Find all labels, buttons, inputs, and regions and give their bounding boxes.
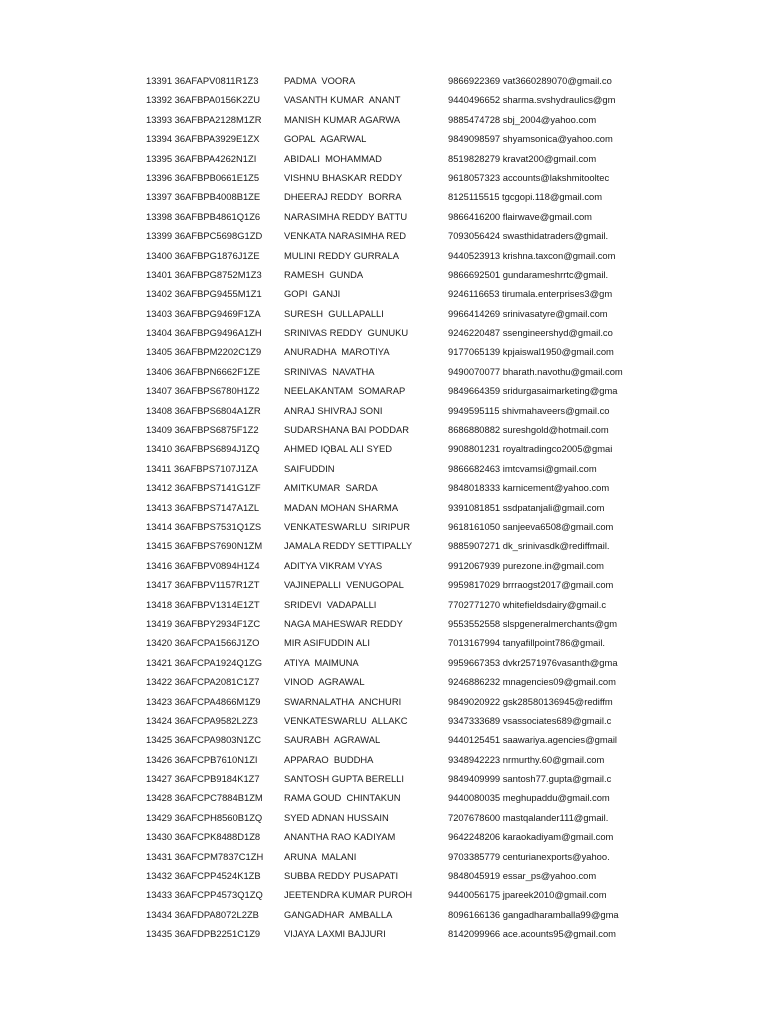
record-id-cell: 13412 36AFBPS7141G1ZF — [146, 482, 261, 494]
contact-cell: 9949595115 shivmahaveers@gmail.co — [448, 404, 610, 416]
contact-cell: 8142099966 ace.acounts95@gmail.com — [448, 928, 616, 940]
table-row — [0, 381, 768, 400]
table-row — [0, 284, 768, 303]
contact-cell: 9618161050 sanjeeva6508@gmail.com — [448, 520, 614, 532]
record-id-cell: 13433 36AFCPP4573Q1ZQ — [146, 889, 263, 901]
name-cell: VAJINEPALLI VENUGOPAL — [284, 579, 404, 591]
record-id-cell: 13414 36AFBPS7531Q1ZS — [146, 520, 262, 532]
contact-cell: 9348942223 nrmurthy.60@gmail.com — [448, 753, 605, 765]
contact-cell: 9440496652 sharma.svshydraulics@gm — [448, 94, 616, 106]
contact-cell: 9866416200 flairwave@gmail.com — [448, 210, 592, 222]
record-id-cell: 13430 36AFCPK8488D1Z8 — [146, 831, 261, 843]
table-row — [0, 168, 768, 187]
table-row — [0, 149, 768, 168]
contact-cell: 9885907271 dk_srinivasdk@rediffmail. — [448, 540, 610, 552]
record-id-cell: 13435 36AFDPB2251C1Z9 — [146, 928, 261, 940]
contact-cell: 9246116653 tirumala.enterprises3@gm — [448, 288, 613, 300]
table-row — [0, 226, 768, 245]
name-cell: SRIDEVI VADAPALLI — [284, 598, 377, 610]
table-row — [0, 788, 768, 807]
contact-cell: 9866692501 gundarameshrrtc@gmail. — [448, 268, 609, 280]
name-cell: SRINIVAS REDDY GUNUKU — [284, 327, 409, 339]
table-row — [0, 110, 768, 129]
contact-cell: 7013167994 tanyafillpoint786@gmail. — [448, 637, 606, 649]
contact-cell: 9848018333 karnicement@yahoo.com — [448, 482, 610, 494]
table-row — [0, 653, 768, 672]
contact-cell: 9440125451 saawariya.agencies@gmail — [448, 734, 618, 746]
table-row — [0, 401, 768, 420]
record-id-cell: 13420 36AFCPA1566J1ZO — [146, 637, 260, 649]
name-cell: ARUNA MALANI — [284, 850, 357, 862]
table-row — [0, 595, 768, 614]
table-row — [0, 342, 768, 361]
contact-cell: 8096166136 gangadharamballa99@gma — [448, 908, 619, 920]
contact-cell: 9849098597 shyamsonica@yahoo.com — [448, 133, 613, 145]
name-cell: GANGADHAR AMBALLA — [284, 908, 393, 920]
record-id-cell: 13424 36AFCPA9582L2Z3 — [146, 714, 258, 726]
contact-cell: 9912067939 purezone.in@gmail.com — [448, 559, 604, 571]
record-id-cell: 13393 36AFBPA2128M1ZR — [146, 113, 262, 125]
record-id-cell: 13434 36AFDPA8072L2ZB — [146, 908, 259, 920]
table-row — [0, 556, 768, 575]
record-id-cell: 13405 36AFBPM2202C1Z9 — [146, 346, 262, 358]
record-id-cell: 13413 36AFBPS7147A1ZL — [146, 501, 260, 513]
contact-cell: 9849409999 santosh77.gupta@gmail.c — [448, 773, 612, 785]
record-id-cell: 13415 36AFBPS7690N1ZM — [146, 540, 263, 552]
table-row — [0, 866, 768, 885]
table-row — [0, 808, 768, 827]
record-id-cell: 13408 36AFBPS6804A1ZR — [146, 404, 261, 416]
name-cell: VENKATESWARLU ALLAKC — [284, 714, 408, 726]
record-id-cell: 13409 36AFBPS6875F1Z2 — [146, 424, 259, 436]
table-row — [0, 517, 768, 536]
contact-cell: 9440056175 jpareek2010@gmail.com — [448, 889, 607, 901]
record-id-cell: 13402 36AFBPG9455M1Z1 — [146, 288, 262, 300]
record-id-cell: 13423 36AFCPA4866M1Z9 — [146, 695, 261, 707]
table-row — [0, 90, 768, 109]
record-id-cell: 13401 36AFBPG8752M1Z3 — [146, 268, 262, 280]
name-cell: ADITYA VIKRAM VYAS — [284, 559, 383, 571]
contact-cell: 8686880882 sureshgold@hotmail.com — [448, 424, 609, 436]
table-row — [0, 304, 768, 323]
record-id-cell: 13407 36AFBPS6780H1Z2 — [146, 385, 260, 397]
name-cell: GOPI GANJI — [284, 288, 341, 300]
contact-cell: 9908801231 royaltradingco2005@gmai — [448, 443, 613, 455]
record-id-cell: 13406 36AFBPN6662F1ZE — [146, 365, 261, 377]
name-cell: RAMA GOUD CHINTAKUN — [284, 792, 401, 804]
record-id-cell: 13418 36AFBPV1314E1ZT — [146, 598, 260, 610]
name-cell: SANTOSH GUPTA BERELLI — [284, 773, 405, 785]
table-row — [0, 750, 768, 769]
name-cell: RAMESH GUNDA — [284, 268, 364, 280]
name-cell: ABIDALI MOHAMMAD — [284, 152, 382, 164]
name-cell: MIR ASIFUDDIN ALI — [284, 637, 370, 649]
contact-cell: 9553552558 slspgeneralmerchants@gm — [448, 617, 617, 629]
contact-cell: 9959817029 brrraogst2017@gmail.com — [448, 579, 614, 591]
contact-cell: 9246220487 ssengineershyd@gmail.co — [448, 327, 613, 339]
table-row — [0, 827, 768, 846]
record-id-cell: 13419 36AFBPY2934F1ZC — [146, 617, 261, 629]
contact-cell: 9642248206 karaokadiyam@gmail.com — [448, 831, 614, 843]
table-row — [0, 459, 768, 478]
contact-cell: 9703385779 centurianexports@yahoo. — [448, 850, 610, 862]
name-cell: GOPAL AGARWAL — [284, 133, 367, 145]
record-id-cell: 13416 36AFBPV0894H1Z4 — [146, 559, 260, 571]
record-table — [0, 71, 768, 944]
table-row — [0, 633, 768, 652]
name-cell: VENKATA NARASIMHA RED — [284, 230, 407, 242]
contact-cell: 9177065139 kpjaiswal1950@gmail.com — [448, 346, 614, 358]
table-row — [0, 692, 768, 711]
record-id-cell: 13392 36AFBPA0156K2ZU — [146, 94, 260, 106]
record-id-cell: 13428 36AFCPC7884B1ZM — [146, 792, 263, 804]
record-id-cell: 13397 36AFBPB4008B1ZE — [146, 191, 261, 203]
name-cell: SWARNALATHA ANCHURI — [284, 695, 402, 707]
name-cell: SURESH GULLAPALLI — [284, 307, 384, 319]
record-id-cell: 13421 36AFCPA1924Q1ZG — [146, 656, 263, 668]
name-cell: VISHNU BHASKAR REDDY — [284, 171, 403, 183]
name-cell: ATIYA MAIMUNA — [284, 656, 359, 668]
table-row — [0, 498, 768, 517]
name-cell: JEETENDRA KUMAR PUROH — [284, 889, 413, 901]
table-row — [0, 924, 768, 943]
contact-cell: 9490070077 bharath.navothu@gmail.com — [448, 365, 623, 377]
record-id-cell: 13398 36AFBPB4861Q1Z6 — [146, 210, 261, 222]
table-row — [0, 187, 768, 206]
name-cell: VINOD AGRAWAL — [284, 676, 365, 688]
name-cell: SUDARSHANA BAI PODDAR — [284, 424, 410, 436]
contact-cell: 7702771270 whitefieldsdairy@gmail.c — [448, 598, 607, 610]
table-row — [0, 439, 768, 458]
table-row — [0, 207, 768, 226]
name-cell: VASANTH KUMAR ANANT — [284, 94, 401, 106]
name-cell: SAURABH AGRAWAL — [284, 734, 381, 746]
record-id-cell: 13410 36AFBPS6894J1ZQ — [146, 443, 260, 455]
name-cell: PADMA VOORA — [284, 75, 356, 86]
record-id-cell: 13391 36AFAPV0811R1Z3 — [146, 75, 259, 86]
contact-cell: 9866682463 imtcvamsi@gmail.com — [448, 462, 597, 474]
table-row — [0, 575, 768, 594]
record-id-cell: 13396 36AFBPB0661E1Z5 — [146, 171, 260, 183]
name-cell: SUBBA REDDY PUSAPATI — [284, 870, 399, 882]
contact-cell: 9440080035 meghupaddu@gmail.com — [448, 792, 610, 804]
table-row — [0, 265, 768, 284]
record-id-cell: 13427 36AFCPB9184K1Z7 — [146, 773, 260, 785]
record-id-cell: 13429 36AFCPH8560B1ZQ — [146, 811, 263, 823]
contact-cell: 9966414269 srinivasatyre@gmail.com — [448, 307, 608, 319]
table-row — [0, 769, 768, 788]
record-id-cell: 13426 36AFCPB7610N1ZI — [146, 753, 258, 765]
table-row — [0, 323, 768, 342]
contact-cell: 9440523913 krishna.taxcon@gmail.com — [448, 249, 616, 261]
name-cell: AHMED IQBAL ALI SYED — [284, 443, 393, 455]
contact-cell: 8519828279 kravat200@gmail.com — [448, 152, 597, 164]
name-cell: MANISH KUMAR AGARWA — [284, 113, 401, 125]
record-id-cell: 13411 36AFBPS7107J1ZA — [146, 462, 258, 474]
name-cell: MADAN MOHAN SHARMA — [284, 501, 399, 513]
contact-cell: 9849664359 sridurgasaimarketing@gma — [448, 385, 618, 397]
name-cell: JAMALA REDDY SETTIPALLY — [284, 540, 413, 552]
name-cell: SYED ADNAN HUSSAIN — [284, 811, 389, 823]
contact-cell: 9618057323 accounts@lakshmitooltec — [448, 171, 610, 183]
table-row — [0, 362, 768, 381]
record-id-cell: 13403 36AFBPG9469F1ZA — [146, 307, 261, 319]
record-id-cell: 13432 36AFCPP4524K1ZB — [146, 870, 261, 882]
contact-cell: 9866922369 vat3660289070@gmail.co — [448, 75, 612, 86]
table-row — [0, 246, 768, 265]
record-id-cell: 13422 36AFCPA2081C1Z7 — [146, 676, 260, 688]
record-id-cell: 13400 36AFBPG1876J1ZE — [146, 249, 260, 261]
table-row — [0, 905, 768, 924]
record-id-cell: 13425 36AFCPA9803N1ZC — [146, 734, 261, 746]
contact-cell: 8125115515 tgcgopi.118@gmail.com — [448, 191, 603, 203]
name-cell: SRINIVAS NAVATHA — [284, 365, 375, 377]
record-id-cell: 13394 36AFBPA3929E1ZX — [146, 133, 260, 145]
contact-cell: 9959667353 dvkr2571976vasanth@gma — [448, 656, 618, 668]
record-id-cell: 13399 36AFBPC5698G1ZD — [146, 230, 263, 242]
name-cell: VIJAYA LAXMI BAJJURI — [284, 928, 386, 940]
name-cell: ANRAJ SHIVRAJ SONI — [284, 404, 383, 416]
record-id-cell: 13404 36AFBPG9496A1ZH — [146, 327, 262, 339]
contact-cell: 7093056424 swasthidatraders@gmail. — [448, 230, 609, 242]
table-row — [0, 730, 768, 749]
name-cell: APPARAO BUDDHA — [284, 753, 374, 765]
contact-cell: 9391081851 ssdpatanjali@gmail.com — [448, 501, 605, 513]
contact-cell: 9246886232 mnagencies09@gmail.com — [448, 676, 616, 688]
name-cell: VENKATESWARLU SIRIPUR — [284, 520, 411, 532]
table-row — [0, 672, 768, 691]
name-cell: DHEERAJ REDDY BORRA — [284, 191, 402, 203]
table-row — [0, 885, 768, 904]
name-cell: NEELAKANTAM SOMARAP — [284, 385, 406, 397]
table-row — [0, 71, 768, 90]
table-row — [0, 847, 768, 866]
table-row — [0, 711, 768, 730]
name-cell: ANANTHA RAO KADIYAM — [284, 831, 396, 843]
contact-cell: 9347333689 vsassociates689@gmail.c — [448, 714, 612, 726]
name-cell: NARASIMHA REDDY BATTU — [284, 210, 408, 222]
contact-cell: 7207678600 mastqalander111@gmail. — [448, 811, 609, 823]
record-id-cell: 13417 36AFBPV1157R1ZT — [146, 579, 260, 591]
table-row — [0, 536, 768, 555]
record-id-cell: 13395 36AFBPA4262N1ZI — [146, 152, 257, 164]
name-cell: MULINI REDDY GURRALA — [284, 249, 399, 261]
contact-cell: 9885474728 sbj_2004@yahoo.com — [448, 113, 597, 125]
contact-cell: 9849020922 gsk28580136945@rediffm — [448, 695, 613, 707]
table-row — [0, 614, 768, 633]
table-row — [0, 420, 768, 439]
name-cell: NAGA MAHESWAR REDDY — [284, 617, 403, 629]
name-cell: SAIFUDDIN — [284, 462, 335, 474]
record-id-cell: 13431 36AFCPM7837C1ZH — [146, 850, 264, 862]
contact-cell: 9848045919 essar_ps@yahoo.com — [448, 870, 597, 882]
table-row — [0, 478, 768, 497]
table-row — [0, 129, 768, 148]
name-cell: ANURADHA MAROTIYA — [284, 346, 390, 358]
name-cell: AMITKUMAR SARDA — [284, 482, 378, 494]
